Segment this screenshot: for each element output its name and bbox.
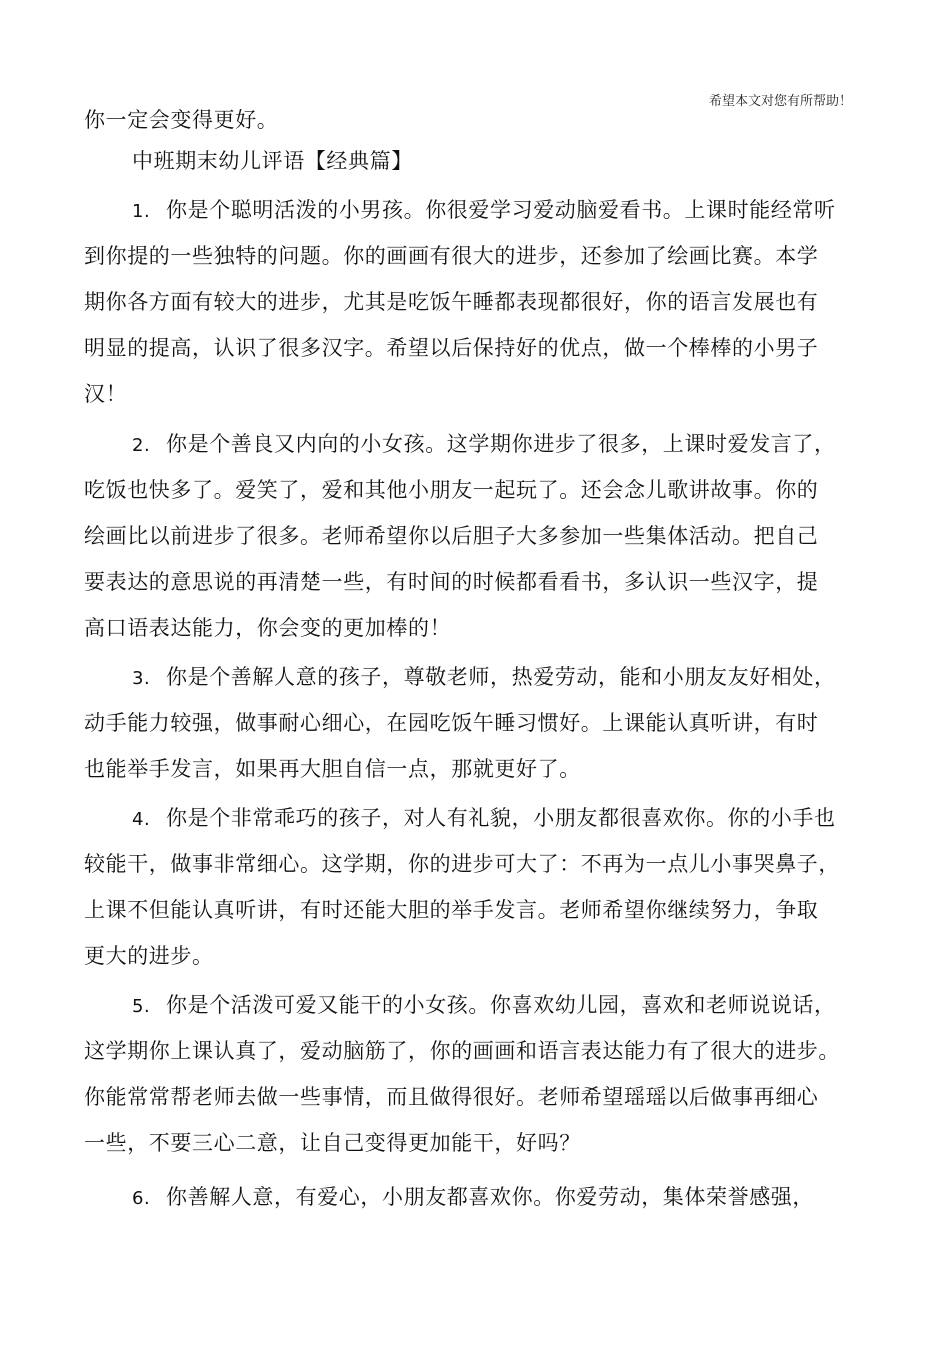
text-line: 动手能力较强，做事耐心细心，在园吃饭午睡习惯好。上课能认真听讲，有时 — [84, 711, 819, 735]
text-line: 高口语表达能力，你会变的更加棒的！ — [84, 616, 452, 640]
paragraph-4-line: 4. 你是个非常乖巧的孩子，对人有礼貌，小朋友都很喜欢你。你的小手也 — [132, 803, 836, 835]
header-note: 希望本文对您有所帮助！ — [708, 94, 852, 109]
text-line: 也能举手发言，如果再大胆自信一点，那就更好了。 — [84, 757, 581, 781]
item-number: 6. — [132, 1188, 151, 1209]
text-line: 绘画比以前进步了很多。老师希望你以后胆子大多参加一些集体活动。把自己 — [84, 524, 819, 548]
section-title: 中班期末幼儿评语【经典篇】 — [132, 149, 413, 173]
text-line: 一些，不要三心二意，让自己变得更加能干，好吗？ — [84, 1131, 581, 1155]
item-number: 5. — [132, 996, 151, 1017]
text-line: 到你提的一些独特的问题。你的画画有很大的进步，还参加了绘画比赛。本学 — [84, 244, 819, 268]
paragraph-1-line: 1. 你是个聪明活泼的小男孩。你很爱学习爱动脑爱看书。上课时能经常听 — [132, 195, 836, 227]
paragraph-3-line: 3. 你是个善解人意的孩子，尊敬老师，热爱劳动，能和小朋友友好相处， — [132, 662, 836, 694]
paragraph-2-line: 2. 你是个善良又内向的小女孩。这学期你进步了很多，上课时爱发言了， — [132, 429, 836, 461]
paragraph-5-line: 5. 你是个活泼可爱又能干的小女孩。你喜欢幼儿园，喜欢和老师说说话， — [132, 990, 836, 1022]
text-line: 你一定会变得更好。 — [84, 108, 279, 132]
text-line: 要表达的意思说的再清楚一些，有时间的时候都看看书，多认识一些汉字，提 — [84, 570, 819, 594]
item-number: 1. — [132, 201, 151, 222]
text-line: 你能常常帮老师去做一些事情，而且做得很好。老师希望瑶瑶以后做事再细心 — [84, 1085, 819, 1109]
item-number: 2. — [132, 435, 151, 456]
text-line: 更大的进步。 — [84, 944, 214, 968]
text-line: 较能干，做事非常细心。这学期，你的进步可大了：不再为一点儿小事哭鼻子， — [84, 852, 840, 876]
text-line: 这学期你上课认真了，爱动脑筋了，你的画画和语言表达能力有了很大的进步。 — [84, 1039, 840, 1063]
text-line: 吃饭也快多了。爱笑了，爱和其他小朋友一起玩了。还会念儿歌讲故事。你的 — [84, 478, 819, 502]
item-number: 4. — [132, 809, 151, 830]
paragraph-6-line: 6. 你善解人意，有爱心，小朋友都喜欢你。你爱劳动，集体荣誉感强， — [132, 1182, 814, 1214]
item-number: 3. — [132, 668, 151, 689]
text-line: 明显的提高，认识了很多汉字。希望以后保持好的优点，做一个棒棒的小男子 — [84, 336, 819, 360]
text-line: 上课不但能认真听讲，有时还能大胆的举手发言。老师希望你继续努力，争取 — [84, 898, 819, 922]
text-line: 期你各方面有较大的进步，尤其是吃饭午睡都表现都很好，你的语言发展也有 — [84, 290, 819, 314]
text-line: 汉！ — [84, 382, 128, 406]
